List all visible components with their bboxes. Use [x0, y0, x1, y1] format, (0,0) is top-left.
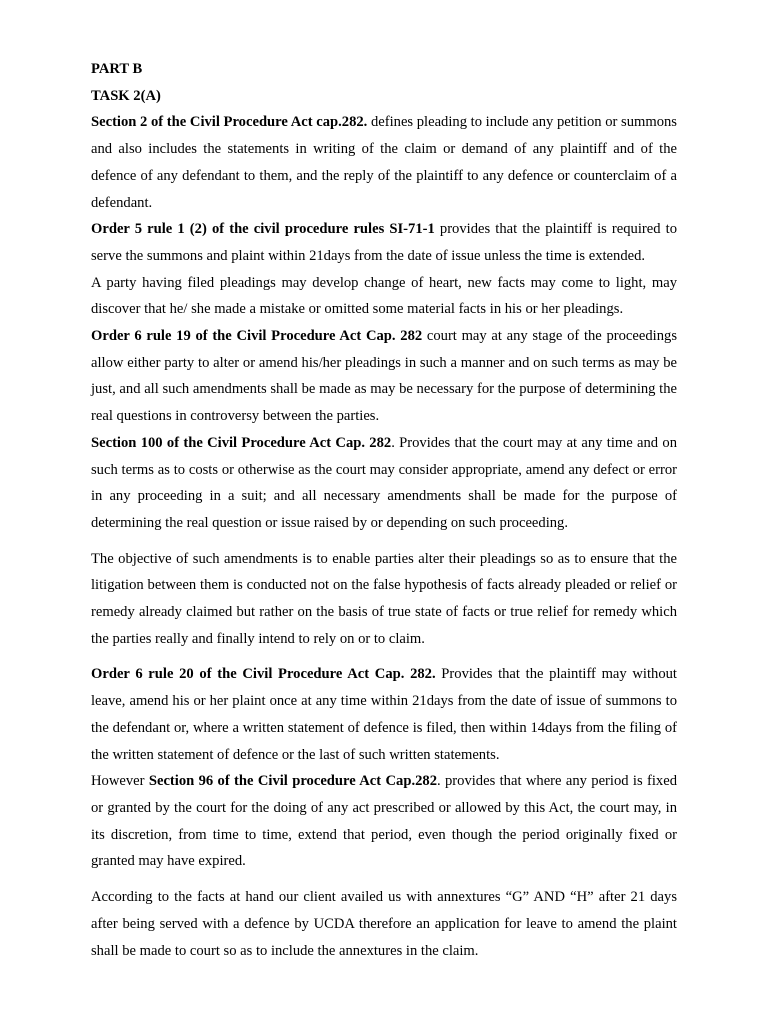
paragraph-text: defines pleading to include any petition or summons and also includes the statements in writing of the claim or demand of any plaintiff and of the defence of any defendant to them, and the reply of the plaintiff to any defence or counterclaim of a defendant.: [91, 114, 677, 211]
paragraph-conclusion: [91, 884, 677, 964]
paragraph-text: . Provides that the court may at any time and on such terms as to costs or otherwise as the court may consider appropriate, amend any defect or error in any proceeding in a suit; and all necessary amendments shall be made for the purpose of determining the real question or issue raised by or depending on such proceeding.: [91, 434, 677, 531]
paragraph-prefix: However: [91, 773, 149, 790]
task-heading: TASK 2(A): [91, 87, 161, 104]
paragraph-change-of-heart: [91, 270, 677, 323]
paragraph-lead: Section 96 of the Civil procedure Act Cap.282: [148, 773, 437, 790]
paragraph-text: The objective of such amendments is to enable parties alter their pleadings so as to ensure that the litigation between them is conducted not on the false hypothesis of facts already pleaded or relief or remedy already claimed but rather on the basis of true state of facts or true relief for remedy which the parties really and finally intend to rely on or to claim.: [91, 550, 677, 647]
paragraph-lead: Section 100 of the Civil Procedure Act Cap. 282: [91, 434, 392, 451]
paragraph-section-2: [91, 109, 677, 216]
paragraph-text: According to the facts at hand our client availed us with annextures “G” AND “H” after 21 days after being served with a defence by UCDA therefore an application for leave to amend the plaint shall be made to court so as to include the annextures in the claim.: [91, 889, 677, 959]
paragraph-order-5-rule-1: [91, 216, 677, 269]
paragraph-text: Provides that the plaintiff may without leave, amend his or her plaint once at any time within 21days from the date of issue of summons to the defendant or, where a written statement of defence is filed, then within 14days from the filing of the written statement of defence or the last of such written statements.: [91, 666, 677, 763]
paragraph-text: A party having filed pleadings may develop change of heart, new facts may come to light, may discover that he/ she made a mistake or omitted some material facts in his or her pleadings.: [91, 274, 677, 318]
part-heading: PART B: [91, 61, 143, 77]
paragraph-order-6-rule-19: [91, 323, 677, 430]
paragraph-text: court may at any stage of the proceedings allow either party to alter or amend his/her pleadings in such a manner and on such terms as may be just, and all such amendments shall be made as may be necessary for the purpose of determining the real questions in controversy between the parties.: [91, 328, 677, 425]
paragraph-lead: Order 5 rule 1 (2) of the civil procedure rules SI-71-1: [91, 221, 435, 238]
paragraph-order-6-rule-20: [91, 661, 677, 768]
document-page: [91, 56, 677, 964]
paragraph-text: . provides that where any period is fixed or granted by the court for the doing of any act prescribed or allowed by this Act, the court may, in its discretion, from time to time, extend that period, even though the period originally fixed or granted may have expired.: [91, 773, 677, 870]
paragraph-text: provides that the plaintiff is required to serve the summons and plaint within 21days from the date of issue unless the time is extended.: [91, 221, 677, 264]
paragraph-lead: Section 2 of the Civil Procedure Act cap.282.: [91, 114, 368, 131]
paragraph-lead: Order 6 rule 20 of the Civil Procedure Act Cap. 282.: [91, 666, 436, 683]
paragraph-section-96: [91, 768, 677, 875]
paragraph-section-100: [91, 430, 677, 537]
paragraph-lead: Order 6 rule 19 of the Civil Procedure Act Cap. 282: [91, 328, 423, 345]
paragraph-objective: [91, 546, 677, 653]
